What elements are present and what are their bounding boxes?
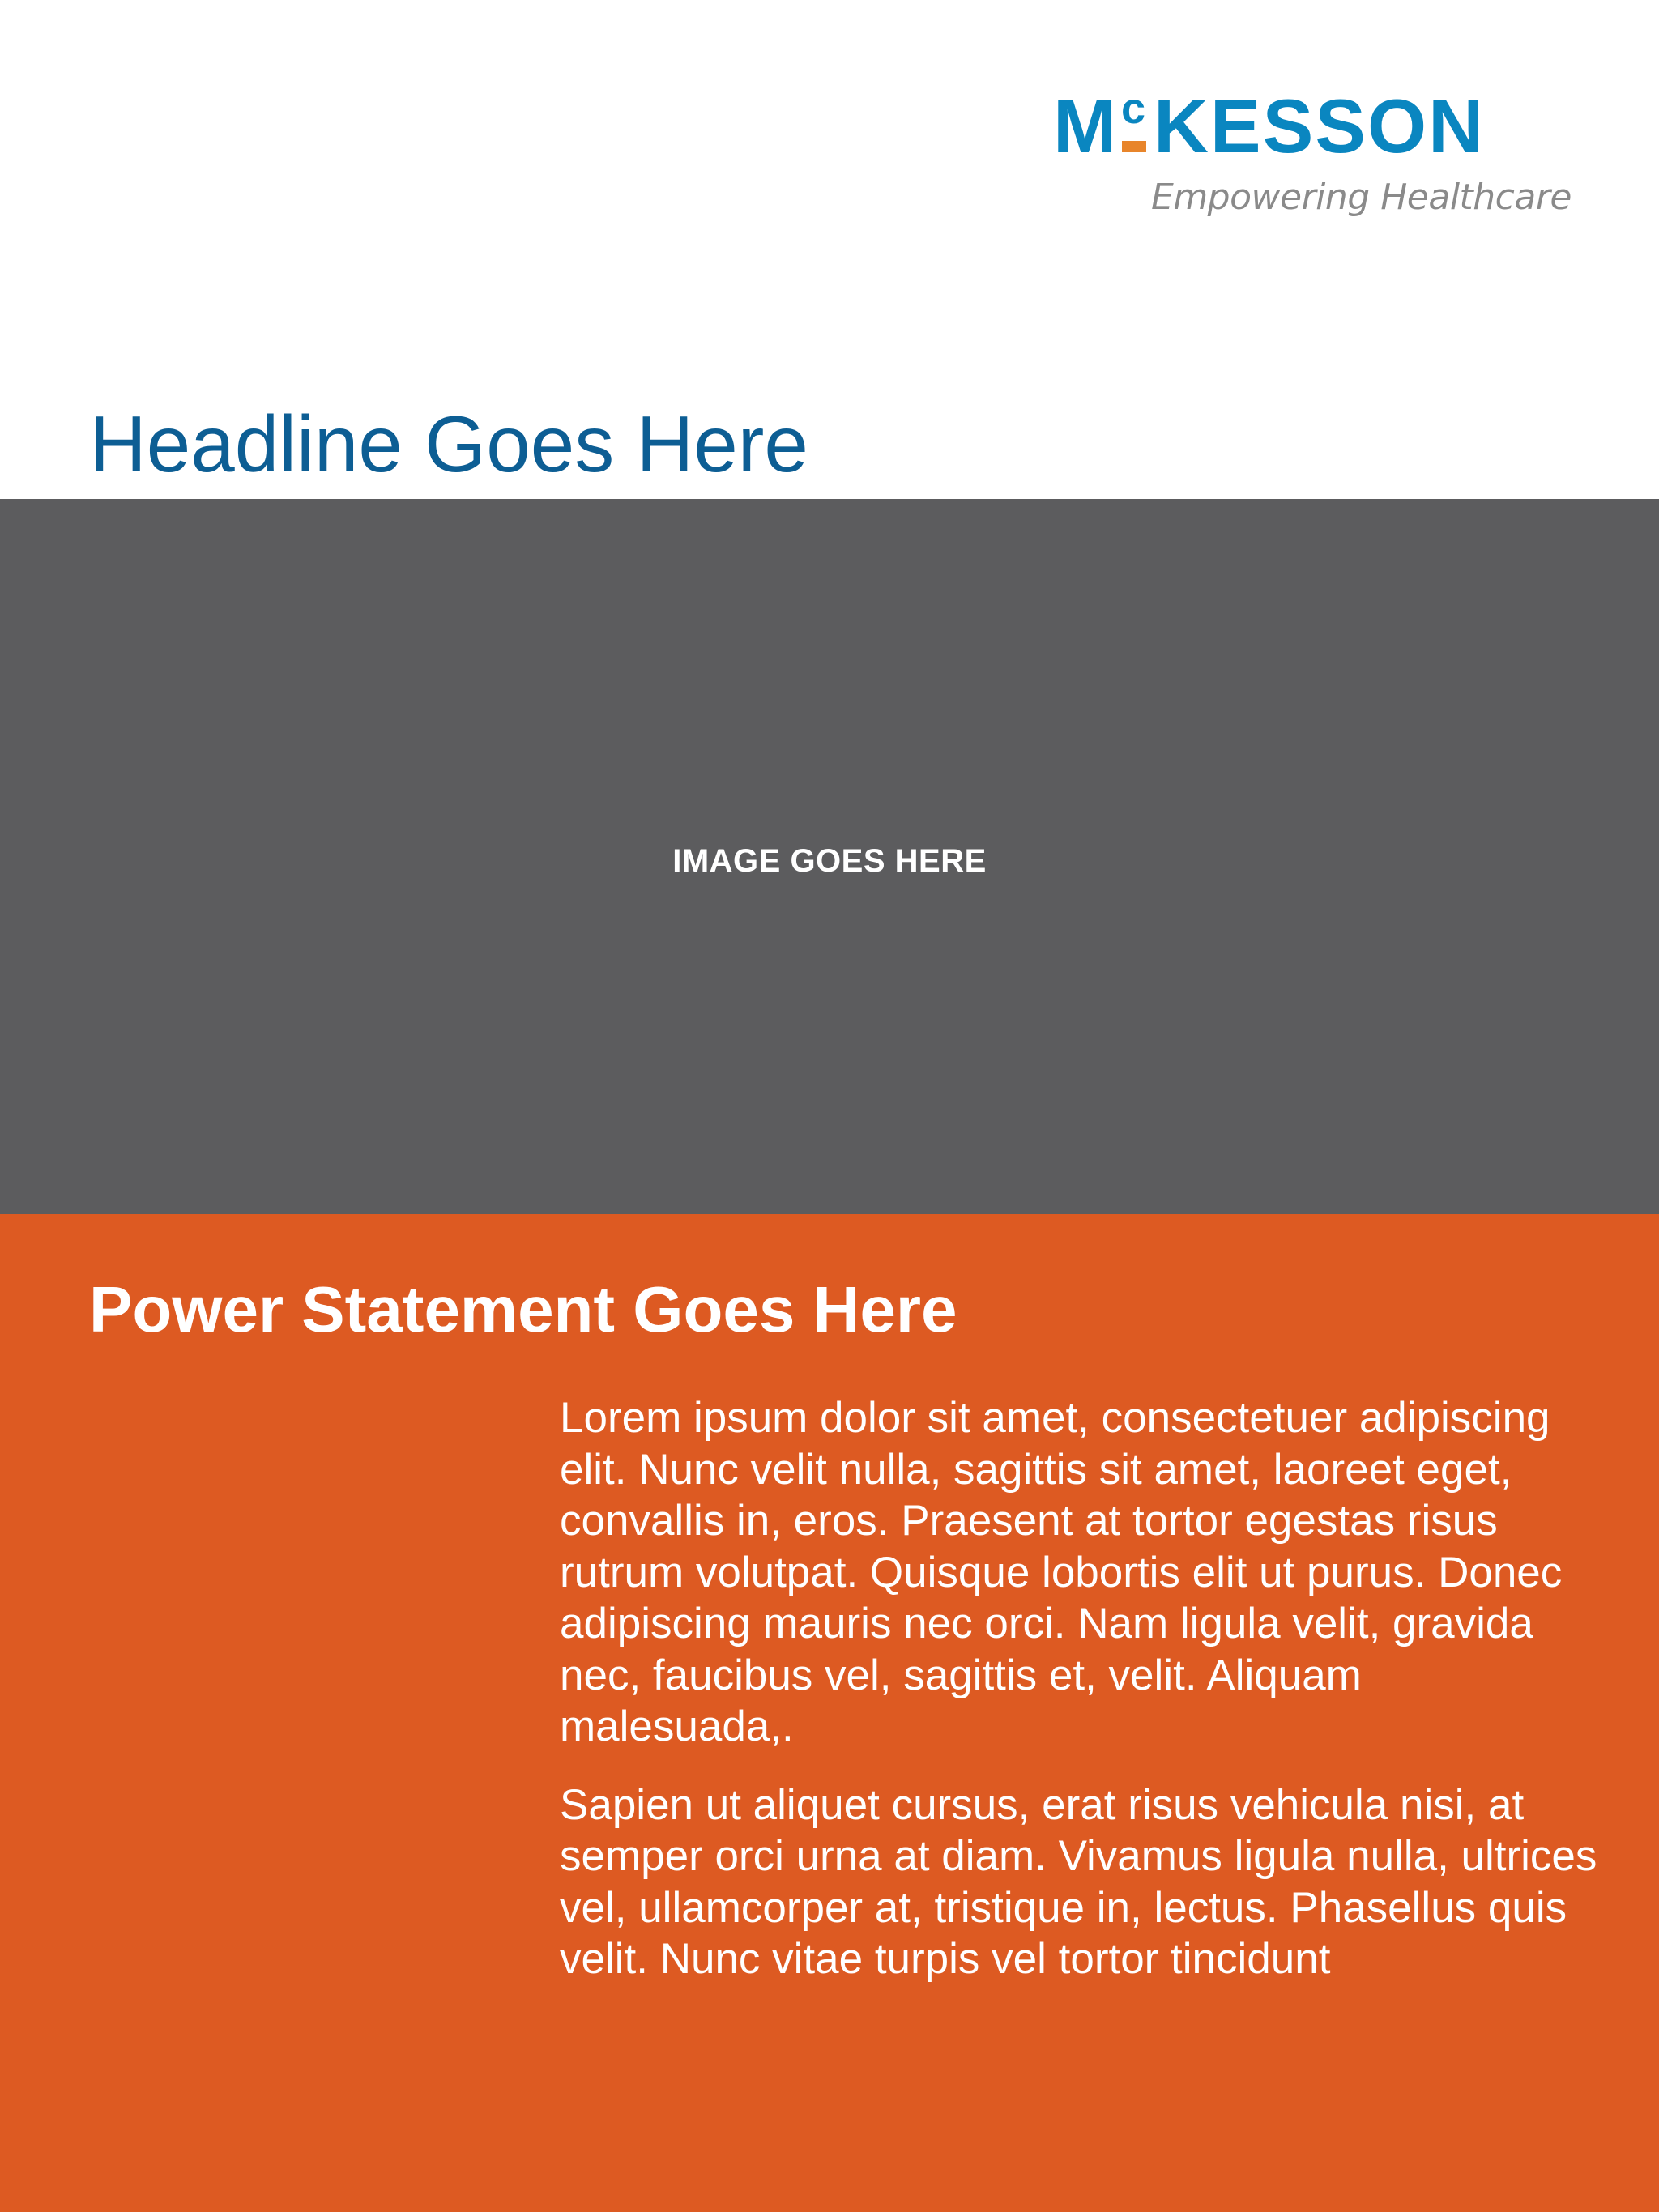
page-headline: Headline Goes Here: [89, 399, 808, 488]
logo-orange-bar: [1122, 141, 1146, 152]
body-copy: [560, 1392, 1605, 2012]
body-paragraph-1: Lorem ipsum dolor sit amet, consectetuer adipiscing elit. Nunc velit nulla, sagittis sit amet, laoreet eget, convallis in, eros. Praesent at tortor egestas risus rutrum volutpat. Quisque lobortis elit ut purus. Donec adipiscing mauris nec orci. Nam ligula velit, gravida nec, faucibus vel, sagittis et, velit. Aliquam malesuada,.: [560, 1394, 1563, 1750]
logo-tagline: Empowering Healthcare: [1151, 177, 1572, 218]
mckesson-logo: [1053, 81, 1572, 235]
statement-section: [0, 1214, 1659, 2212]
header-section: [0, 0, 1659, 499]
logo-letters-kesson: KESSON: [1154, 83, 1485, 168]
image-placeholder-label: IMAGE GOES HERE: [672, 843, 987, 879]
logo-letter-c: c: [1121, 84, 1146, 133]
logo-letter-m: M: [1053, 83, 1119, 168]
body-paragraph-2: Sapien ut aliquet cursus, erat risus vehicula nisi, at semper orci urna at diam. Vivamus ligula nulla, ultrices vel, ullamcorper at, tristique in, lectus. Phasellus quis velit. Nunc vitae turpis vel tortor tincidunt: [560, 1780, 1597, 1983]
logo-wordmark: [1053, 81, 1491, 170]
power-statement: Power Statement Goes Here: [89, 1273, 957, 1345]
image-placeholder: [0, 499, 1659, 1214]
